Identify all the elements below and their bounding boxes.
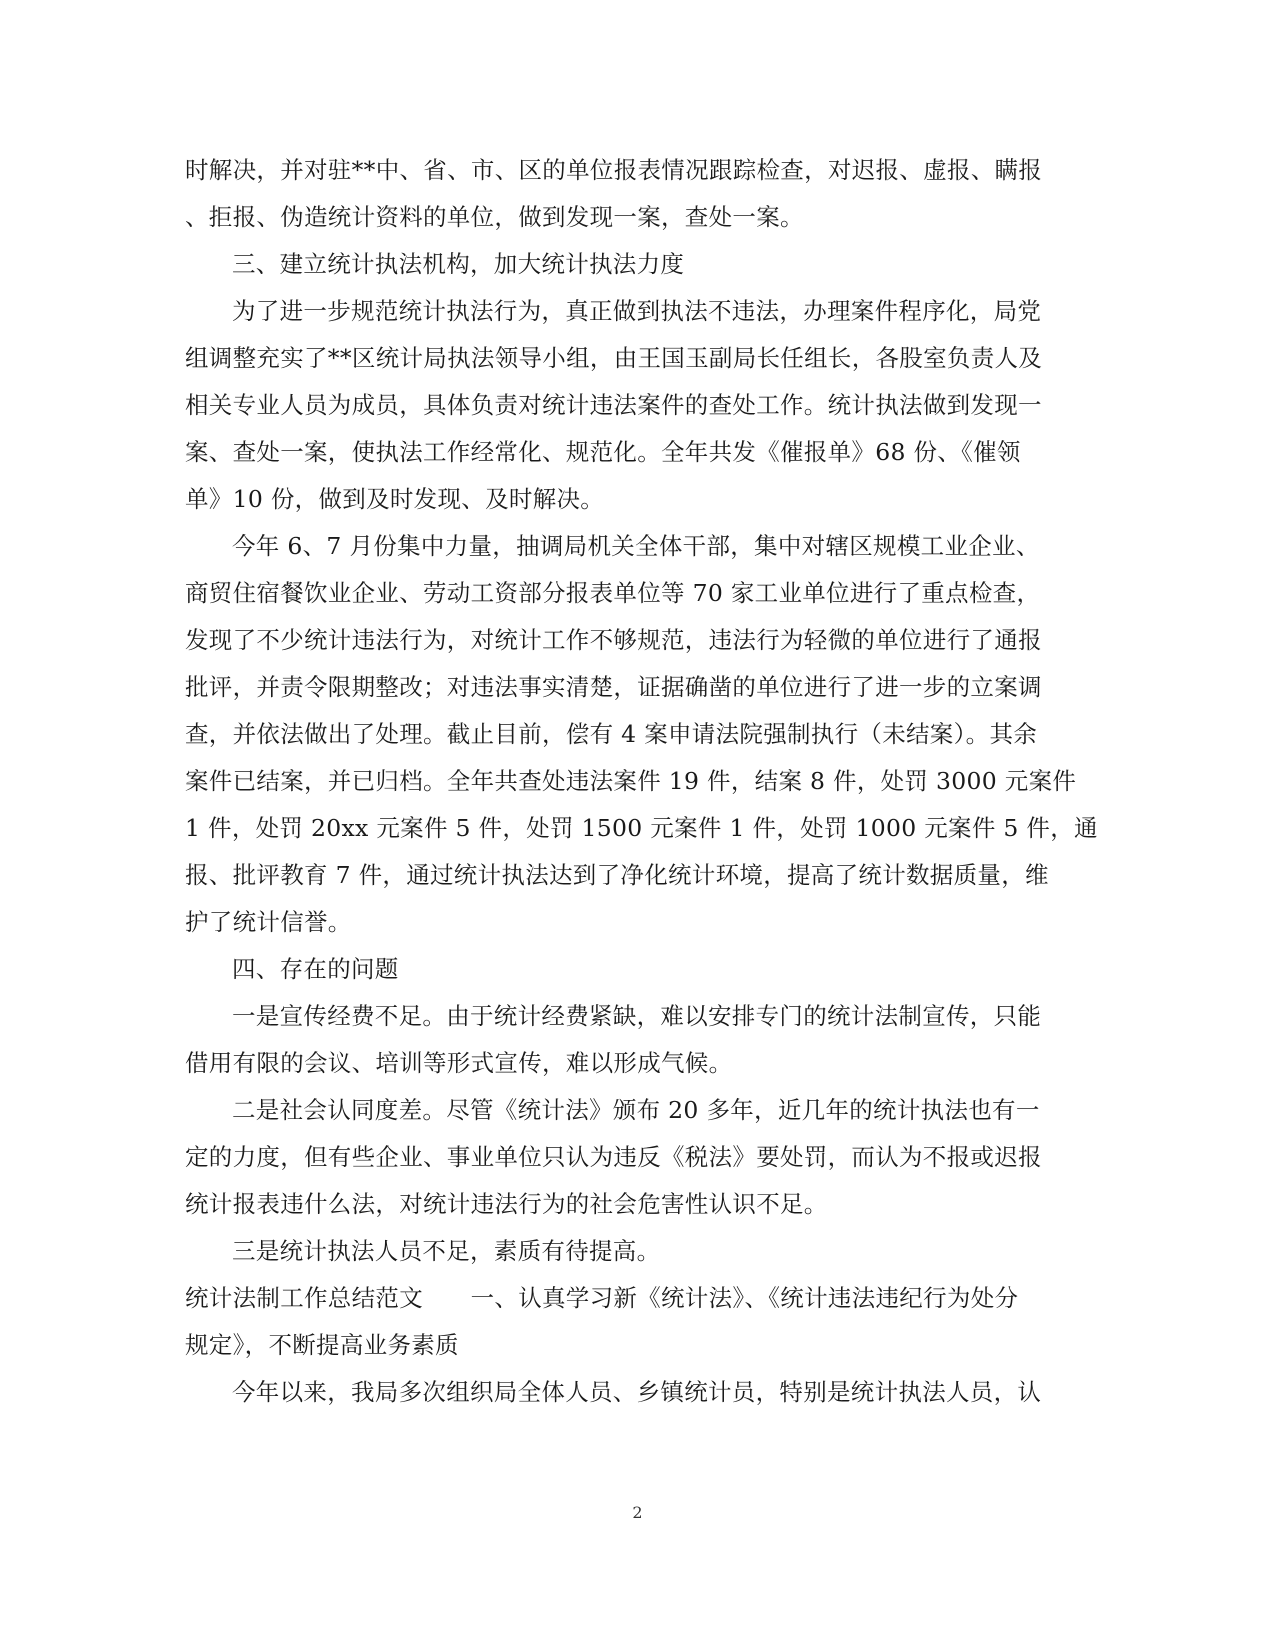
text-line: 案、查处一案，使执法工作经常化、规范化。全年共发《催报单》68 份、《催领 xyxy=(185,438,1021,466)
text-line: 规定》，不断提高业务素质 xyxy=(185,1331,459,1359)
text-line: 查，并依法做出了处理。截止目前，偿有 4 案申请法院强制执行（未结案）。其余 xyxy=(185,720,1038,748)
text-line: 报、批评教育 7 件，通过统计执法达到了净化统计环境，提高了统计数据质量，维 xyxy=(185,861,1049,889)
text-line: 护了统计信誉。 xyxy=(185,908,352,936)
text-line: 单》10 份，做到及时发现、及时解决。 xyxy=(185,485,605,513)
text-line: 三是统计执法人员不足，素质有待提高。 xyxy=(232,1237,661,1265)
text-line: 发现了不少统计违法行为，对统计工作不够规范，违法行为轻微的单位进行了通报 xyxy=(185,626,1042,654)
section-heading: 三、建立统计执法机构，加大统计执法力度 xyxy=(232,250,685,278)
text-line: 组调整充实了**区统计局执法领导小组，由王国玉副局长任组长，各股室负责人及 xyxy=(185,344,1043,372)
text-line: 二是社会认同度差。尽管《统计法》颁布 20 多年，近几年的统计执法也有一 xyxy=(232,1096,1040,1124)
section-heading: 四、存在的问题 xyxy=(232,955,399,983)
text-line: 借用有限的会议、培训等形式宣传，难以形成气候。 xyxy=(185,1049,733,1077)
text-line: 商贸住宿餐饮业企业、劳动工资部分报表单位等 70 家工业单位进行了重点检查， xyxy=(185,579,1041,607)
text-line: 为了进一步规范统计执法行为，真正做到执法不违法，办理案件程序化，局党 xyxy=(232,297,1042,325)
text-line: 一是宣传经费不足。由于统计经费紧缺，难以安排专门的统计法制宣传，只能 xyxy=(232,1002,1042,1030)
text-line: 统计报表违什么法，对统计违法行为的社会危害性认识不足。 xyxy=(185,1190,828,1218)
text-line: 定的力度，但有些企业、事业单位只认为违反《税法》要处罚，而认为不报或迟报 xyxy=(185,1143,1042,1171)
text-line: 时解决，并对驻**中、省、市、区的单位报表情况跟踪检查，对迟报、虚报、瞒报 xyxy=(185,156,1043,184)
page-number: 2 xyxy=(632,1503,643,1522)
text-line: 批评，并责令限期整改；对违法事实清楚，证据确凿的单位进行了进一步的立案调 xyxy=(185,673,1042,701)
text-line: 今年 6、7 月份集中力量，抽调局机关全体干部，集中对辖区规模工业企业、 xyxy=(232,532,1040,560)
text-line: 案件已结案，并已归档。全年共查处违法案件 19 件，结案 8 件，处罚 3000 元案件 xyxy=(185,767,1077,795)
text-line: 1 件，处罚 20xx 元案件 5 件，处罚 1500 元案件 1 件，处罚 1000 元案件 5 件，通 xyxy=(185,814,1098,842)
text-line: 、拒报、伪造统计资料的单位，做到发现一案，查处一案。 xyxy=(185,203,804,231)
text-line: 今年以来，我局多次组织局全体人员、乡镇统计员，特别是统计执法人员，认 xyxy=(232,1378,1042,1406)
text-line: 统计法制工作总结范文 一、认真学习新《统计法》、《统计违法违纪行为处分 xyxy=(185,1284,1019,1312)
text-line: 相关专业人员为成员，具体负责对统计违法案件的查处工作。统计执法做到发现一 xyxy=(185,391,1042,419)
